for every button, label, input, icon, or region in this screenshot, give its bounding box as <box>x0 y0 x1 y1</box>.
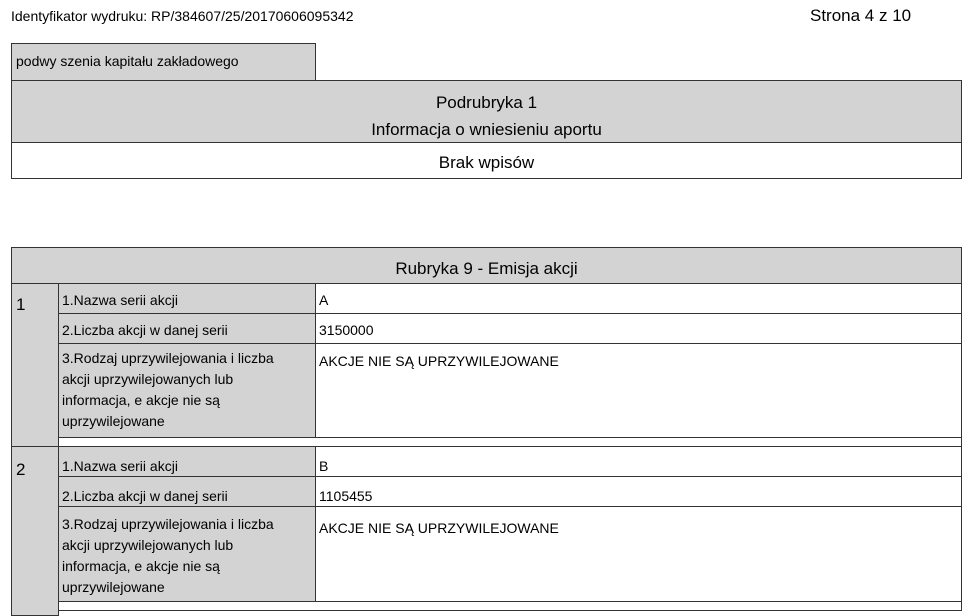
field-value: AKCJE NIE SĄ UPRZYWILEJOWANE <box>315 343 962 438</box>
rubric-title: Rubryka 9 - Emisja akcji <box>11 247 962 284</box>
print-identifier: Identyfikator wydruku: RP/384607/25/20170606095342 <box>11 8 354 24</box>
subrubric-subtitle: Informacja o wniesieniu aportu <box>371 120 602 139</box>
field-label: 2.Liczba akcji w danej serii <box>58 476 316 507</box>
field-label: 2.Liczba akcji w danej serii <box>58 313 316 344</box>
page-number: Strona 4 z 10 <box>810 6 912 25</box>
field-label: 3.Rodzaj uprzywilejowania i liczba akcji uprzywilejowanych lub informacja, e akcje nie są uprzywilejowane <box>58 343 316 438</box>
empty-entries-notice: Brak wpisów <box>11 142 962 179</box>
subrubric-heading <box>11 80 962 143</box>
field-value: B <box>315 446 962 477</box>
entry-index: 2 <box>11 446 59 616</box>
field-value: A <box>315 283 962 314</box>
field-value: AKCJE NIE SĄ UPRZYWILEJOWANE <box>315 506 962 602</box>
field-value: 1105455 <box>315 476 962 507</box>
field-label: 1.Nazwa serii akcji <box>58 446 316 477</box>
field-label: 3.Rodzaj uprzywilejowania i liczba akcji uprzywilejowanych lub informacja, e akcje nie są uprzywilejowane <box>58 506 316 602</box>
field-value: 3150000 <box>315 313 962 344</box>
subrubric-title: Podrubryka 1 <box>435 93 538 112</box>
section-label: podwy szenia kapitału zakładowego <box>11 43 316 81</box>
entry-spacer <box>58 601 962 611</box>
entry-index: 1 <box>11 283 59 447</box>
field-label: 1.Nazwa serii akcji <box>58 283 316 314</box>
